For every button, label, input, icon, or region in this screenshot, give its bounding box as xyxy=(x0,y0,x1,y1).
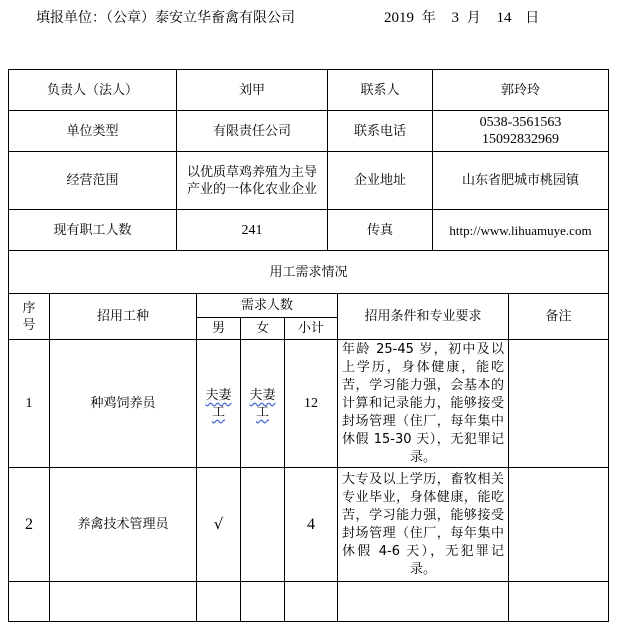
row1-subtotal: 12 xyxy=(304,396,318,411)
row2-job xyxy=(50,468,196,581)
col-male-header: 男 xyxy=(211,321,225,336)
date-year-label: 年 xyxy=(421,10,436,26)
row1-notes xyxy=(509,340,608,467)
fax-label: 传真 xyxy=(366,222,393,238)
contact-label: 联系人 xyxy=(360,82,400,98)
date-day-label: 日 xyxy=(525,10,540,26)
contact-value: 郭玲玲 xyxy=(500,82,540,98)
col-requirements-header: 招用条件和专业要求 xyxy=(364,309,482,324)
row2-subtotal: 4 xyxy=(307,516,315,533)
address-label: 企业地址 xyxy=(353,173,406,188)
row2-female xyxy=(241,468,284,581)
fax-value: http://www.lihuamuye.com xyxy=(449,222,592,238)
legal-person-value: 刘甲 xyxy=(238,82,265,98)
row2-requirements: 大专及以上学历，畜牧相关专业毕业，身体健康，能吃苦，学习能力强，能够接受封场管理（住厂，每年集中休假 4-6 天），无犯罪记录。 xyxy=(342,471,504,577)
scope-label: 经营范围 xyxy=(66,173,119,188)
unit-type-value: 有限责任公司 xyxy=(212,123,291,139)
row2-seq: 2 xyxy=(25,516,33,533)
row1-job: 种鸡饲养员 xyxy=(90,396,156,411)
scope-value: 以优质草鸡养殖为主导产业的一体化农业企业 xyxy=(186,164,317,197)
reporting-unit: 填报单位：（公章）泰安立华畜禽有限公司 xyxy=(36,10,295,26)
row2-male: √ xyxy=(213,515,224,533)
row1-female xyxy=(241,340,284,467)
col-female-header: 女 xyxy=(255,321,269,336)
row1-male xyxy=(197,340,240,467)
col-count-header: 需求人数 xyxy=(240,298,293,313)
date-day: 14 xyxy=(496,10,512,26)
row1-female-text: 夫妻工 xyxy=(249,387,276,420)
legal-person-label: 负责人（法人） xyxy=(46,82,138,98)
row1-seq: 1 xyxy=(25,396,33,411)
phone-label: 联系电话 xyxy=(353,123,406,139)
date-month: 3 xyxy=(451,10,459,26)
unit-type-label: 单位类型 xyxy=(66,123,119,139)
col-notes-header: 备注 xyxy=(545,309,572,324)
staff-count-label: 现有职工人数 xyxy=(53,222,132,238)
row1-requirements: 年龄 25-45 岁，初中及以上学历，身体健康，能吃苦，学习能力强，会基本的计算和记录能力，能够接受封场管理（住厂，每年集中休假 15-30 天），无犯罪记录。 xyxy=(342,341,504,465)
row1-male-text: 夫妻工 xyxy=(205,387,232,420)
col-seq-header: 序号 xyxy=(22,300,36,333)
row2-job-text: 养禽技术管理员 xyxy=(77,517,169,532)
phone-values xyxy=(433,111,608,151)
col-subtotal-header: 小计 xyxy=(297,321,324,336)
phone-number-1: 0538-3561563 xyxy=(479,115,562,130)
row2-notes xyxy=(509,468,608,581)
demand-section-title: 用工需求情况 xyxy=(269,264,348,280)
address-value: 山东省肥城市桃园镇 xyxy=(461,173,579,188)
empty-row xyxy=(9,582,608,621)
col-job-header: 招用工种 xyxy=(96,309,149,324)
phone-number-2: 15092832969 xyxy=(482,132,559,147)
date-year: 2019 xyxy=(384,10,414,26)
staff-count-value: 241 xyxy=(241,222,263,238)
date-month-label: 月 xyxy=(466,10,481,26)
